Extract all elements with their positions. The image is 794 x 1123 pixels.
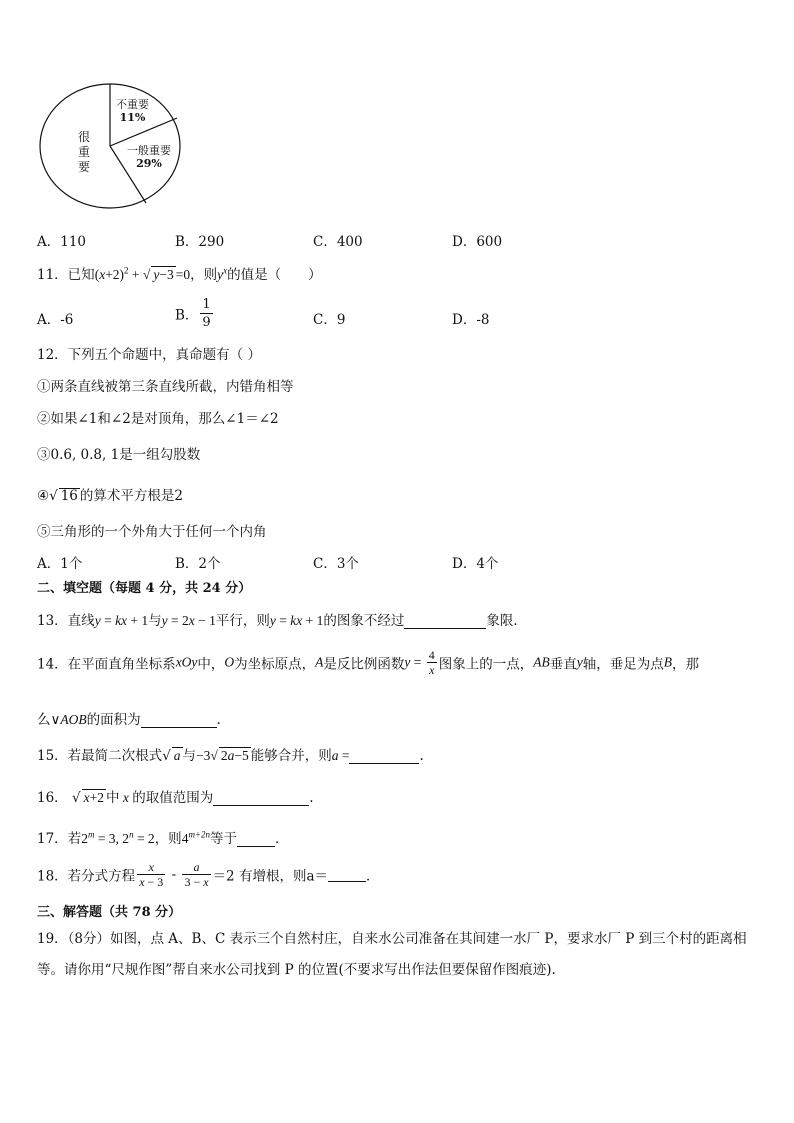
q13-eq3: y = kx + 1 (269, 613, 324, 628)
q14-text: 的面积为 (86, 712, 141, 728)
q16-text: 16． (37, 790, 68, 806)
q14-a: A (315, 654, 324, 670)
q11-stem (37, 263, 322, 283)
q16-rad: x+2 (83, 790, 104, 805)
q14-end: ． (216, 712, 231, 728)
pie-label-small (116, 98, 149, 124)
section-heading-fill-in: 二、填空题（每题 4 分，共 24 分） (37, 581, 252, 596)
q14-text: 是反比例函数 (323, 656, 405, 673)
q19-line2: 等。请你用“尺规作图”帮自来水公司找到 P 的位置(不要求写出作法但要保留作图痕迹). (37, 962, 556, 978)
q13-eq1: y = kx + 1 (94, 613, 149, 628)
q14-text: 图象上的一点， (438, 656, 534, 673)
q12-item-4-tail: 的算术平方根是2 (79, 488, 183, 504)
q11-prefix: 11．已知 (37, 267, 95, 283)
q13-mid2: 平行，则 (215, 613, 270, 629)
q14-line1 (37, 648, 699, 677)
q16-x: x (119, 790, 133, 805)
q11-tail: 的值是（ ） (227, 267, 322, 283)
q14-text: ，那 (672, 656, 700, 673)
q12-option-d: D．4个 (452, 556, 499, 572)
q13-stem (37, 609, 527, 629)
q15-text: 15．若最简二次根式 (37, 748, 163, 764)
q15-end: . (419, 748, 424, 764)
q11-option-b-fraction (200, 296, 212, 331)
q14-o: O (224, 654, 235, 670)
q14-yaxis: y (576, 654, 583, 670)
q14-xoy: xOy (175, 654, 198, 670)
q14-frac-num: 4 (428, 648, 435, 662)
q18-stem: 18．若分式方程 $\frac{x}{x - 3}$ - $\frac{a}{3 - x}$ ＝2 有增根，则a＝ ． (37, 860, 380, 889)
q13-tail: 的图象不经过 (323, 613, 405, 629)
q15-text: 与 (182, 748, 197, 764)
q17-end: ． (275, 831, 289, 847)
q15-text: 能够合并，则 (250, 748, 332, 764)
pie-label-big-char: 重 (78, 145, 91, 159)
q16-stem: 16． √ x+2 中 x 的取值范围为 . (37, 790, 314, 806)
q13-answer-blank[interactable] (404, 614, 486, 629)
pie-label-big-char: 很 (78, 130, 91, 144)
q14-answer-blank[interactable] (141, 713, 217, 728)
q12-item-4-radicand: 16 (60, 488, 78, 504)
q13-mid1: 与 (148, 613, 162, 629)
q16-text: 中 (105, 790, 120, 806)
q15-expr: −3√ 2a−5 (196, 748, 249, 763)
q19-line1: 19．（8分）如图，点 A、B、C 表示三个自然村庄，自来水公司准备在其间建一水厂 P，要求水厂 P 到三个村的距离相 (37, 931, 747, 947)
q14-frac-den: x (429, 663, 435, 677)
q12-option-a: A．1个 (37, 556, 83, 572)
q11-formula: $(x+2)^2$ + √ y−3 =0 (94, 265, 191, 282)
q18-frac-1: $\frac{x}{x - 3}$ (139, 860, 164, 889)
q16-end: . (309, 790, 314, 806)
q15-stem: 15．若最简二次根式√ a 与−3√ 2a−5 能够合并，则a = . (37, 748, 424, 764)
q13-end: 象限． (486, 613, 527, 629)
q10-option-b: B．290 (175, 234, 225, 250)
q18-frac-2: $\frac{a}{3 - x}$ (184, 860, 209, 889)
q14-line2 (37, 708, 230, 728)
pie-label-big-char: 要 (78, 160, 91, 174)
q16-text: 的取值范围为 (132, 790, 214, 806)
q11-frac-den: 9 (202, 315, 211, 330)
pie-label-small-text: 不重要 (116, 98, 149, 111)
pie-label-mid-pct: 29% (136, 157, 162, 170)
q14-text: 么 (37, 712, 51, 728)
pie-label-small-pct: 11% (119, 111, 146, 124)
q14-ab: AB (533, 654, 550, 670)
q17-text: 等于 (210, 831, 238, 847)
q14-triangle: ∨AOB (50, 712, 87, 727)
q12-stem: 12．下列五个命题中，真命题有（ ） (37, 347, 261, 363)
q17-text: ，则 (154, 831, 182, 847)
q18-text: 18．若分式方程 (37, 868, 136, 885)
q11-option-b-label: B． (175, 307, 199, 324)
q14-fraction (427, 648, 437, 677)
q17-text: 17．若 (37, 831, 82, 847)
q12-option-c: C．3个 (313, 556, 359, 572)
q17-expr: $4^{m+2n}$ (181, 829, 211, 846)
q15-answer-blank[interactable] (349, 749, 419, 764)
q17-stem (37, 827, 289, 847)
q14-text: 中， (197, 656, 225, 673)
q11-frac-num: 1 (202, 297, 211, 312)
q11-suffix: ，则 (190, 267, 218, 283)
q12-option-b: B．2个 (175, 556, 221, 572)
q11-option-b (175, 296, 215, 331)
q14-y: y = (404, 654, 425, 670)
q14-text: 轴，垂足为点 (582, 656, 664, 673)
q11-yx: $y^x$ (217, 265, 228, 282)
q10-option-d: D．600 (452, 234, 503, 250)
pie-label-mid-text: 一般重要 (127, 144, 171, 157)
q12-item-4: ④√ 16 的算术平方根是2 (37, 488, 183, 504)
q17-answer-blank[interactable] (237, 832, 275, 847)
q11-option-c: C．9 (313, 312, 346, 328)
q17-cond: $2^m = 3$, $2^n = 2$ (81, 829, 155, 846)
q15-a-eq: a = (331, 748, 350, 763)
q11-option-d: D．-8 (452, 312, 490, 328)
q18-text: 有增根，则a＝ (238, 868, 329, 885)
q14-text: 14．在平面直角坐标系 (37, 656, 176, 673)
q12-item: ③0.6, 0.8, 1是一组勾股数 (37, 447, 201, 463)
q18-end: ． (366, 868, 380, 885)
q10-option-c: C．400 (313, 234, 363, 250)
q14-text: 垂直 (549, 656, 577, 673)
q15-rad-a: a (173, 748, 181, 763)
q13-prefix: 13．直线 (37, 613, 95, 629)
q10-option-a: A．110 (37, 234, 87, 250)
q14-text: 为坐标原点， (234, 656, 316, 673)
q13-eq2: y = 2x − 1 (161, 613, 216, 628)
q12-item: ②如果∠1和∠2是对顶角，那么∠1＝∠2 (37, 411, 279, 427)
q18-answer-blank[interactable] (328, 867, 366, 882)
q12-item: ①两条直线被第三条直线所截，内错角相等 (37, 379, 294, 395)
q12-item-4-marker: ④ (37, 488, 50, 504)
pie-label-mid (127, 144, 171, 170)
q14-b: B (663, 654, 673, 670)
q16-answer-blank[interactable] (213, 791, 309, 806)
q12-item: ⑤三角形的一个外角大于任何一个内角 (37, 524, 267, 540)
pie-label-big (78, 130, 90, 175)
q11-option-a: A．-6 (37, 312, 74, 328)
section-heading-answer: 三、解答题（共 78 分） (37, 905, 182, 920)
